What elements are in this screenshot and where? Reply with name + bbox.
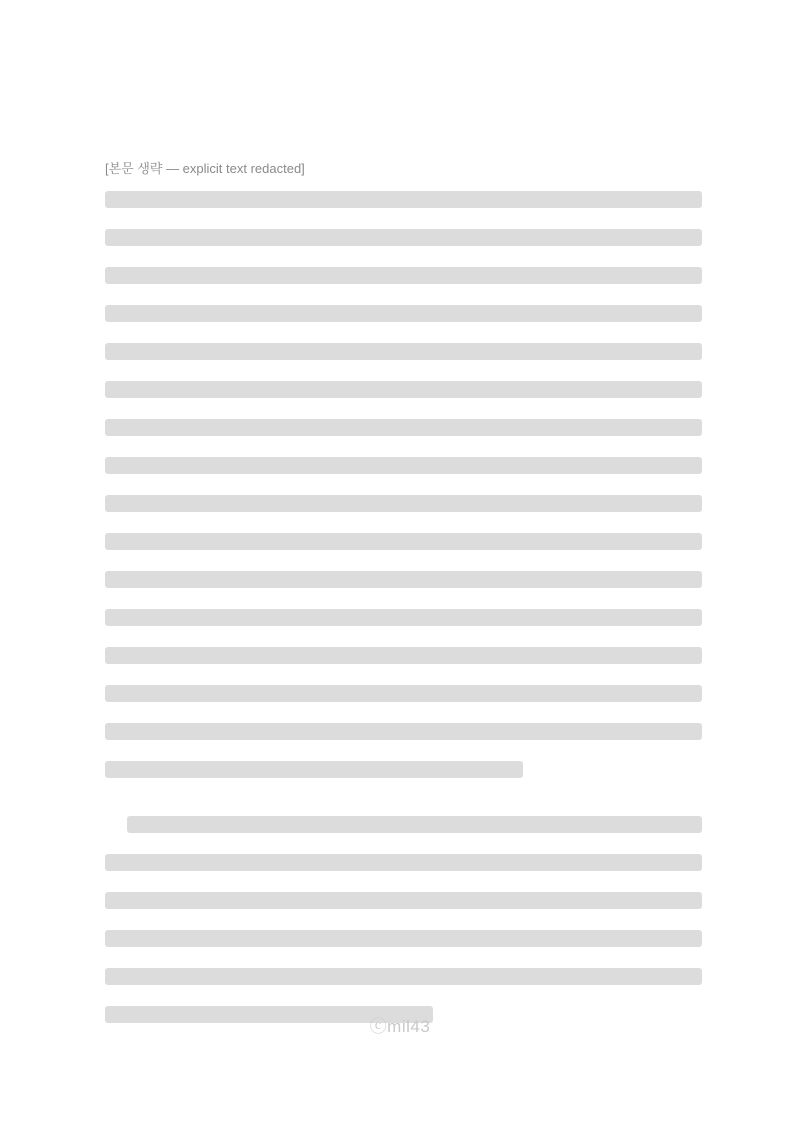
page-watermark: ⓒmil43 xyxy=(369,1017,431,1036)
paragraph-1-redacted xyxy=(105,191,702,778)
redacted-text-line xyxy=(105,457,702,474)
redacted-text-line xyxy=(105,419,702,436)
redacted-text-line xyxy=(105,229,702,246)
redacted-text-line xyxy=(105,191,702,208)
redacted-text-line xyxy=(127,816,702,833)
paragraph-2-redacted xyxy=(105,816,702,1023)
redacted-text-line xyxy=(105,761,523,778)
redacted-text-line xyxy=(105,685,702,702)
redacted-text-line xyxy=(105,495,702,512)
redacted-text-line xyxy=(105,723,702,740)
redacted-text-line xyxy=(105,854,702,871)
redacted-text-line xyxy=(105,892,702,909)
redacted-text-line xyxy=(105,267,702,284)
redacted-text-line xyxy=(105,609,702,626)
redacted-text-line xyxy=(105,930,702,947)
redacted-text-line xyxy=(105,968,702,985)
redacted-text-line xyxy=(105,305,702,322)
redacted-text-line xyxy=(105,381,702,398)
redacted-text-line xyxy=(105,533,702,550)
body-text-block xyxy=(105,158,702,1061)
redacted-text-line xyxy=(105,343,702,360)
redaction-note: [본문 생략 — explicit text redacted] xyxy=(105,161,305,176)
redacted-text-line xyxy=(105,571,702,588)
redacted-text-line xyxy=(105,647,702,664)
